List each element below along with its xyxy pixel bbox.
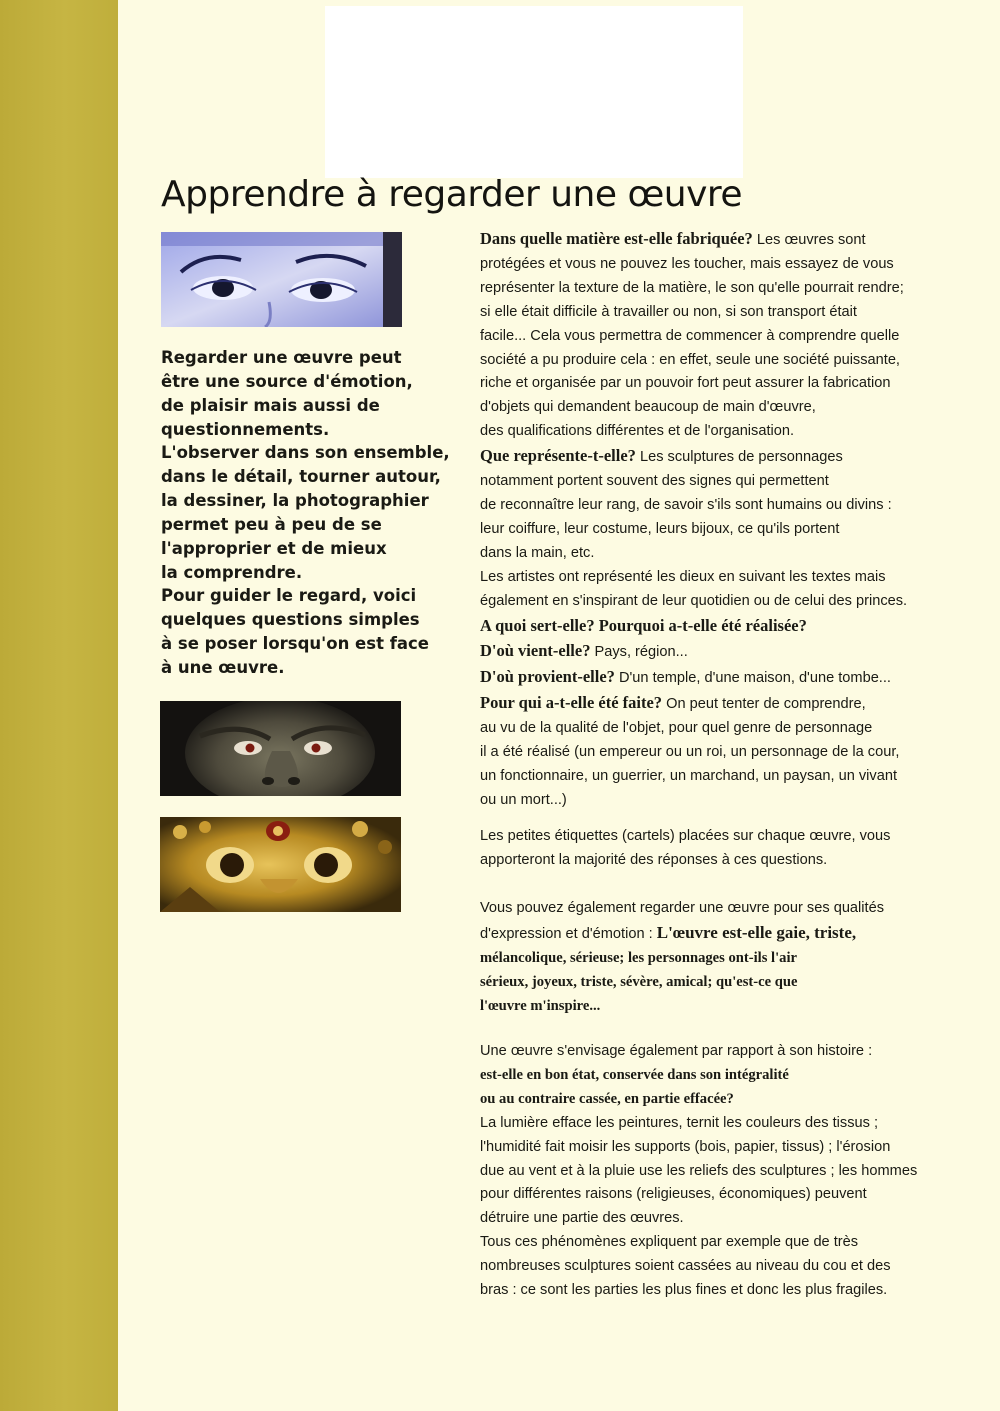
intro-line: Regarder une œuvre peut: [161, 348, 402, 367]
left-color-band: [0, 0, 118, 1411]
text-span: d'expression et d'émotion :: [480, 925, 657, 942]
questions-block: [480, 227, 970, 813]
intro-line: permet peu à peu de se: [161, 514, 382, 534]
text-line: [480, 691, 970, 717]
bold-question: mélancolique, sérieuse; les personnages ont-ils l'air: [480, 949, 797, 966]
text-line: notamment portent souvent des signes qui permettent: [480, 473, 829, 490]
gilded-mask-photo: [160, 817, 401, 912]
text-line: si elle était difficile à travailler ou non, si son transport était: [480, 303, 857, 320]
text-line: un fonctionnaire, un guerrier, un marchand, un paysan, un vivant: [480, 767, 897, 784]
text-line: Vous pouvez également regarder une œuvre pour ses qualités: [480, 900, 884, 916]
text-line: également en s'inspirant de leur quotidien ou de celui des princes.: [480, 592, 908, 609]
intro-line: la comprendre.: [161, 562, 303, 582]
intro-text: [161, 346, 450, 680]
text-line: [480, 665, 970, 691]
question-heading: D'où provient-elle?: [480, 667, 615, 687]
text-line: [480, 614, 970, 640]
text-line: leur coiffure, leur costume, leurs bijoux, ce qu'ils portent: [480, 520, 840, 537]
intro-line: de plaisir mais aussi de: [161, 395, 380, 415]
question-heading: A quoi sert-elle? Pourquoi a-t-elle été réalisée?: [480, 615, 807, 635]
emotion-paragraph: [480, 897, 970, 1019]
text-line: détruire une partie des œuvres.: [480, 1210, 684, 1227]
bold-question: L'œuvre est-elle gaie, triste,: [656, 922, 857, 942]
labels-paragraph: [480, 825, 970, 873]
text-line: facile... Cela vous permettra de commencer à comprendre quelle: [480, 327, 900, 344]
intro-line: à se poser lorsqu'on est face: [161, 634, 429, 654]
text-span: Les sculptures de personnages: [635, 449, 843, 466]
text-line: nombreuses sculptures soient cassées au niveau du cou et des: [480, 1258, 891, 1275]
text-line: dans la main, etc.: [480, 544, 595, 561]
text-line: Les petites étiquettes (cartels) placées sur chaque œuvre, vous: [480, 828, 891, 844]
bold-question: l'œuvre m'inspire...: [480, 997, 601, 1014]
question-heading: D'où vient-elle?: [480, 641, 591, 661]
text-line: société a pu produire cela : en effet, seule une société puissante,: [480, 351, 900, 368]
text-span: On peut tenter de comprendre,: [662, 696, 866, 713]
text-line: représenter la texture de la matière, le son qu'elle pourrait rendre;: [480, 279, 904, 296]
text-line: d'objets qui demandent beaucoup de main d'œuvre,: [480, 399, 816, 416]
intro-line: Pour guider le regard, voici: [161, 586, 417, 606]
text-line: protégées et vous ne pouvez les toucher, mais essayez de vous: [480, 255, 894, 272]
history-paragraph: [480, 1040, 970, 1303]
text-line: pour différentes raisons (religieuses, économiques) peuvent: [480, 1186, 867, 1203]
blank-white-area: [325, 6, 743, 178]
intro-line: questionnements.: [161, 419, 330, 439]
sculpture-eyes-photo: [161, 232, 402, 327]
question-heading: Pour qui a-t-elle été faite?: [480, 693, 663, 713]
page-title: Apprendre à regarder une œuvre: [161, 174, 743, 215]
intro-line: dans le détail, tourner autour,: [161, 467, 441, 487]
text-line: [480, 639, 970, 665]
intro-line: quelques questions simples: [161, 610, 420, 630]
text-line: il a été réalisé (un empereur ou un roi, un personnage de la cour,: [480, 744, 900, 761]
text-line: ou un mort...): [480, 791, 567, 808]
text-line: riche et organisée par un pouvoir fort peut assurer la fabrication: [480, 375, 891, 392]
text-line: Une œuvre s'envisage également par rapport à son histoire :: [480, 1043, 873, 1059]
text-line: [480, 227, 970, 253]
text-line: apporteront la majorité des réponses à ces questions.: [480, 851, 828, 868]
intro-line: l'approprier et de mieux: [161, 538, 387, 558]
intro-line: à une œuvre.: [161, 657, 285, 677]
bold-question: ou au contraire cassée, en partie effacée?: [480, 1090, 734, 1107]
bold-question: est-elle en bon état, conservée dans son intégralité: [480, 1066, 789, 1083]
text-span: D'un temple, d'une maison, d'une tombe...: [614, 670, 891, 687]
text-span: Les œuvres sont: [752, 232, 866, 248]
question-heading: Dans quelle matière est-elle fabriquée?: [480, 229, 753, 248]
intro-line: L'observer dans son ensemble,: [161, 443, 450, 463]
intro-line: être une source d'émotion,: [161, 371, 413, 391]
text-line: Tous ces phénomènes expliquent par exemple que de très: [480, 1234, 859, 1251]
text-line: des qualifications différentes et de l'organisation.: [480, 423, 795, 440]
text-span: Pays, région...: [590, 644, 688, 661]
text-line: de reconnaître leur rang, de savoir s'ils sont humains ou divins :: [480, 496, 892, 513]
bold-question: sérieux, joyeux, triste, sévère, amical; qu'est-ce que: [480, 973, 798, 990]
text-line: [480, 921, 970, 947]
text-line: [480, 444, 970, 470]
text-line: La lumière efface les peintures, ternit les couleurs des tissus ;: [480, 1114, 879, 1131]
text-line: l'humidité fait moisir les supports (bois, papier, tissus) ; l'érosion: [480, 1138, 891, 1155]
text-line: au vu de la qualité de l'objet, pour quel genre de personnage: [480, 720, 873, 737]
text-line: due au vent et à la pluie use les reliefs des sculptures ; les hommes: [480, 1162, 918, 1179]
intro-line: la dessiner, la photographier: [161, 491, 429, 511]
text-line: bras : ce sont les parties les plus fines et donc les plus fragiles.: [480, 1282, 888, 1299]
question-heading: Que représente-t-elle?: [480, 446, 636, 466]
guardian-statue-photo: [160, 701, 401, 796]
text-line: Les artistes ont représenté les dieux en suivant les textes mais: [480, 568, 886, 585]
